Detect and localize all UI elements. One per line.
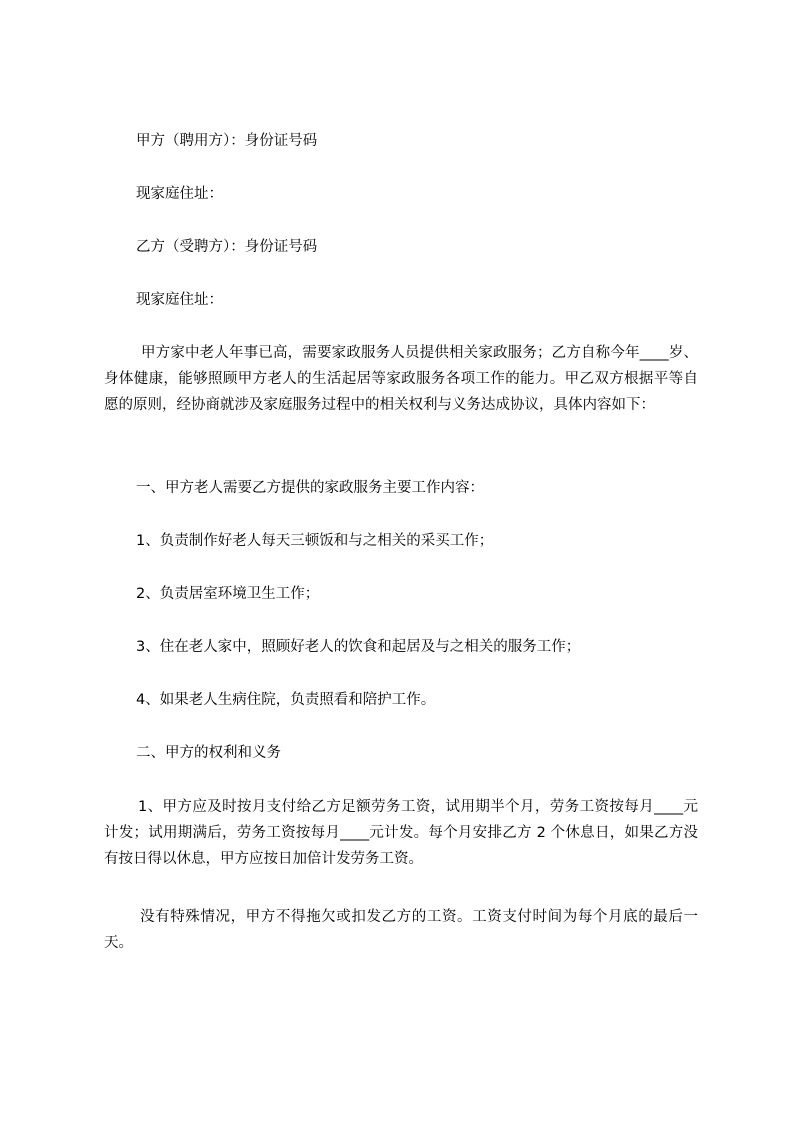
section-1-item-3: 3、住在老人家中，照顾好老人的饮食和起居及与之相关的服务工作； [136,639,581,655]
intro-paragraph: 甲方家中老人年事已高，需要家政服务人员提供相关家政服务；乙方自称今年____岁、身体健康，能够照顾甲方老人的生活起居等家政服务各项工作的能力。甲乙双方根据平等自愿的原则，经协商就涉及家庭服务过程中的相关权利与义务达成协议，具体内容如下： [104,345,698,413]
section-2-clause-1: 1、甲方应及时按月支付给乙方足额劳务工资，试用期半个月，劳务工资按每月____元计发；试用期满后，劳务工资按每月____元计发。每个月安排乙方 2 个休息日，如果乙方没有按日得以休息，甲方应按日加倍计发劳务工资。 [104,799,698,867]
party-b-address-line: 现家庭住址： [136,292,223,308]
section-1-item-1: 1、负责制作好老人每天三顿饭和与之相关的采买工作； [136,533,494,549]
section-2-clause-2: 没有特殊情况，甲方不得拖欠或扣发乙方的工资。工资支付时间为每个月底的最后一天。 [104,909,698,951]
party-a-address-line: 现家庭住址： [136,186,223,202]
party-b-line: 乙方（受聘方）：身份证号码 [136,239,318,255]
section-1-title: 一、甲方老人需要乙方提供的家政服务主要工作内容： [136,480,484,496]
section-2-title: 二、甲方的权利和义务 [136,745,281,761]
party-a-line: 甲方（聘用方）：身份证号码 [136,133,318,149]
section-1-item-2: 2、负责居室环境卫生工作； [136,586,320,602]
section-1-item-4: 4、如果老人生病住院，负责照看和陪护工作。 [136,692,436,708]
